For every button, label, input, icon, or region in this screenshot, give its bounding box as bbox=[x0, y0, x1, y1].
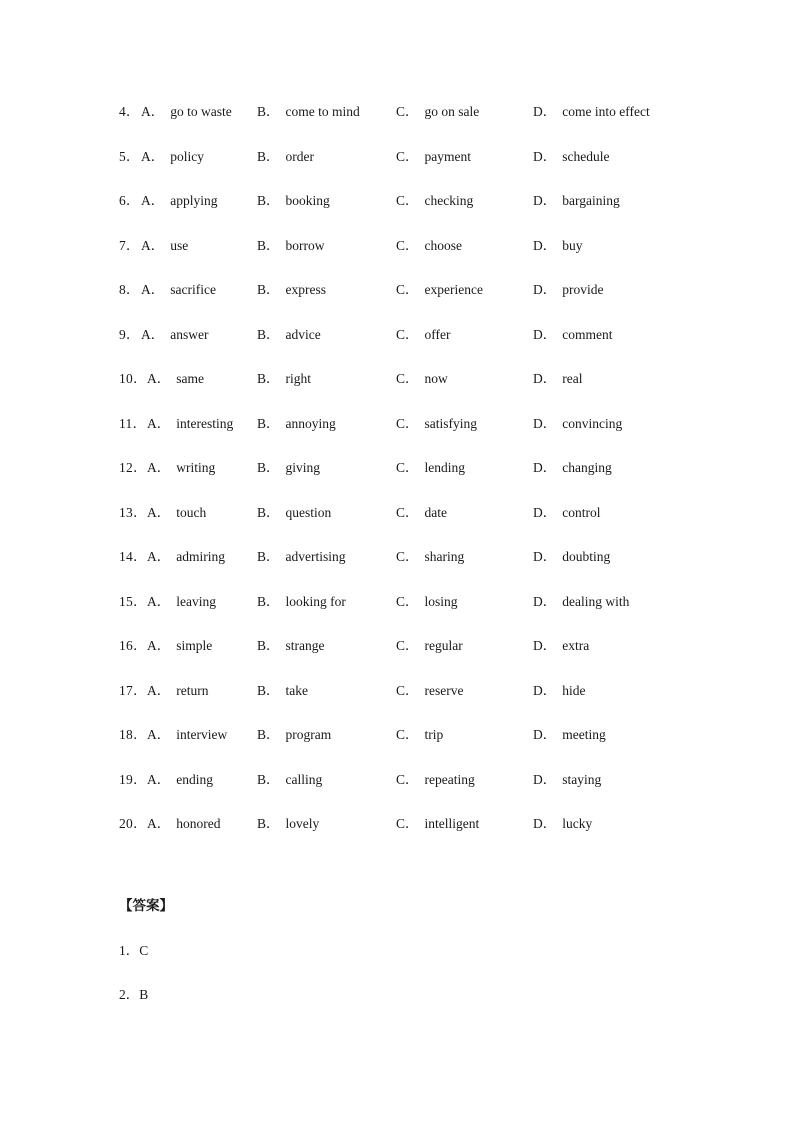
option-letter: B． bbox=[257, 682, 280, 698]
option-text: hide bbox=[562, 682, 586, 698]
option-letter: C． bbox=[396, 549, 419, 564]
option-text: advice bbox=[285, 326, 321, 342]
option-text: interesting bbox=[176, 415, 234, 431]
option-c bbox=[396, 592, 458, 612]
question-row bbox=[119, 236, 759, 281]
option-d bbox=[533, 458, 612, 478]
option-letter: B． bbox=[257, 504, 280, 520]
option-d bbox=[533, 280, 604, 300]
option-c bbox=[396, 369, 448, 389]
option-b bbox=[257, 102, 360, 122]
option-letter: B． bbox=[257, 148, 280, 164]
option-text: choose bbox=[424, 237, 463, 253]
option-d bbox=[533, 503, 601, 523]
option-a bbox=[141, 236, 188, 256]
answer-item: 2．B bbox=[119, 987, 149, 1002]
option-letter: B． bbox=[257, 816, 280, 831]
option-text: provide bbox=[562, 282, 604, 297]
option-a bbox=[147, 503, 206, 523]
question-number: 12． bbox=[119, 460, 147, 475]
option-text: same bbox=[176, 371, 204, 386]
option-letter: B． bbox=[257, 193, 280, 208]
option-letter: B． bbox=[257, 326, 280, 342]
option-letter: D． bbox=[533, 415, 557, 431]
option-letter: C． bbox=[396, 282, 419, 297]
option-b bbox=[257, 503, 331, 523]
option-text: go to waste bbox=[170, 104, 232, 119]
option-text: return bbox=[176, 682, 209, 698]
question-number: 10． bbox=[119, 371, 147, 386]
option-text: staying bbox=[562, 771, 602, 787]
option-letter: D． bbox=[533, 816, 557, 831]
option-text: answer bbox=[170, 326, 209, 342]
option-text: express bbox=[285, 282, 327, 297]
question-number: 8． bbox=[119, 282, 140, 297]
option-letter: C． bbox=[396, 816, 419, 831]
option-a bbox=[141, 325, 208, 345]
option-letter: B． bbox=[257, 237, 280, 253]
option-d bbox=[533, 547, 610, 567]
option-b bbox=[257, 280, 326, 300]
question-row bbox=[119, 592, 759, 637]
question-number: 15． bbox=[119, 593, 147, 609]
option-a bbox=[147, 547, 225, 567]
option-text: regular bbox=[424, 638, 463, 653]
option-letter: D． bbox=[533, 148, 557, 164]
option-c bbox=[396, 725, 443, 745]
option-c bbox=[396, 458, 465, 478]
option-c bbox=[396, 102, 479, 122]
option-a bbox=[147, 725, 227, 745]
option-letter: D． bbox=[533, 549, 557, 564]
option-letter: A． bbox=[141, 326, 165, 342]
option-letter: A． bbox=[141, 237, 165, 253]
question-row bbox=[119, 280, 759, 325]
option-letter: C． bbox=[396, 148, 419, 164]
option-letter: C． bbox=[396, 504, 419, 520]
option-letter: A． bbox=[141, 148, 165, 164]
option-letter: A． bbox=[147, 771, 171, 787]
option-text: now bbox=[424, 371, 448, 386]
option-text: order bbox=[285, 148, 314, 164]
option-text: booking bbox=[285, 193, 330, 208]
option-letter: C． bbox=[396, 371, 419, 386]
question-number: 16． bbox=[119, 638, 147, 653]
option-text: interview bbox=[176, 727, 228, 742]
option-letter: C． bbox=[396, 415, 419, 431]
option-letter: D． bbox=[533, 593, 557, 609]
option-a bbox=[141, 191, 218, 211]
option-text: annoying bbox=[285, 415, 336, 431]
option-letter: A． bbox=[141, 104, 165, 119]
option-text: sharing bbox=[424, 549, 465, 564]
question-row bbox=[119, 147, 759, 192]
option-text: come to mind bbox=[285, 104, 360, 119]
option-c bbox=[396, 681, 464, 701]
option-d bbox=[533, 770, 601, 790]
option-letter: B． bbox=[257, 638, 280, 653]
option-letter: A． bbox=[147, 682, 171, 698]
option-letter: D． bbox=[533, 237, 557, 253]
option-b bbox=[257, 770, 322, 790]
option-c bbox=[396, 503, 447, 523]
option-d bbox=[533, 592, 629, 612]
option-b bbox=[257, 236, 325, 256]
question-number: 18． bbox=[119, 727, 147, 742]
option-letter: A． bbox=[147, 638, 171, 653]
option-text: checking bbox=[424, 193, 474, 208]
answer-heading: 【答案】 bbox=[119, 898, 173, 914]
answer-list bbox=[119, 941, 173, 1006]
option-b bbox=[257, 191, 330, 211]
option-c bbox=[396, 636, 463, 656]
option-text: lovely bbox=[285, 816, 320, 831]
option-text: looking for bbox=[285, 593, 346, 609]
option-a bbox=[147, 458, 215, 478]
option-text: payment bbox=[424, 148, 472, 164]
option-letter: D． bbox=[533, 104, 557, 119]
question-number: 4． bbox=[119, 104, 140, 119]
question-row bbox=[119, 636, 759, 681]
option-text: schedule bbox=[562, 148, 610, 164]
option-b bbox=[257, 547, 346, 567]
option-letter: C． bbox=[396, 727, 419, 742]
option-text: come into effect bbox=[562, 104, 650, 119]
option-letter: A． bbox=[147, 460, 171, 475]
option-text: question bbox=[285, 504, 332, 520]
option-a bbox=[147, 681, 208, 701]
option-a bbox=[147, 369, 204, 389]
option-letter: A． bbox=[147, 727, 171, 742]
option-b bbox=[257, 681, 308, 701]
option-text: applying bbox=[170, 193, 218, 208]
option-a bbox=[147, 770, 213, 790]
option-text: intelligent bbox=[424, 816, 480, 831]
question-row bbox=[119, 814, 759, 859]
option-text: extra bbox=[562, 638, 590, 653]
option-letter: A． bbox=[147, 504, 171, 520]
option-a bbox=[147, 592, 216, 612]
option-text: borrow bbox=[285, 237, 325, 253]
option-d bbox=[533, 236, 583, 256]
option-text: calling bbox=[285, 771, 323, 787]
question-row bbox=[119, 102, 759, 147]
option-text: advertising bbox=[285, 549, 346, 564]
option-text: leaving bbox=[176, 593, 216, 609]
option-text: experience bbox=[424, 282, 483, 297]
option-c bbox=[396, 547, 464, 567]
option-a bbox=[141, 147, 204, 167]
option-text: real bbox=[562, 371, 583, 386]
option-c bbox=[396, 147, 471, 167]
option-letter: D． bbox=[533, 682, 557, 698]
option-d bbox=[533, 814, 592, 834]
option-b bbox=[257, 636, 325, 656]
option-d bbox=[533, 369, 582, 389]
option-letter: C． bbox=[396, 460, 419, 475]
option-letter: C． bbox=[396, 193, 419, 208]
option-b bbox=[257, 592, 346, 612]
question-number: 14． bbox=[119, 549, 147, 564]
option-letter: A． bbox=[147, 371, 171, 386]
question-row bbox=[119, 503, 759, 548]
option-d bbox=[533, 191, 620, 211]
option-text: lending bbox=[424, 460, 466, 475]
option-letter: C． bbox=[396, 593, 419, 609]
option-letter: D． bbox=[533, 371, 557, 386]
option-text: giving bbox=[285, 460, 321, 475]
option-c bbox=[396, 325, 451, 345]
option-letter: C． bbox=[396, 104, 419, 119]
option-text: reserve bbox=[424, 682, 464, 698]
option-text: date bbox=[424, 504, 448, 520]
question-number: 13． bbox=[119, 504, 147, 520]
option-text: satisfying bbox=[424, 415, 478, 431]
option-text: lucky bbox=[562, 816, 593, 831]
option-a bbox=[147, 636, 212, 656]
question-row bbox=[119, 770, 759, 815]
answer-section bbox=[119, 896, 173, 1005]
question-number: 9． bbox=[119, 326, 140, 342]
option-letter: D． bbox=[533, 638, 557, 653]
question-number: 6． bbox=[119, 193, 140, 208]
option-letter: D． bbox=[533, 460, 557, 475]
option-text: bargaining bbox=[562, 193, 620, 208]
option-text: sacrifice bbox=[170, 282, 216, 297]
option-text: offer bbox=[424, 326, 451, 342]
option-letter: D． bbox=[533, 771, 557, 787]
option-text: buy bbox=[562, 237, 583, 253]
option-letter: B． bbox=[257, 104, 280, 119]
option-letter: A． bbox=[141, 193, 165, 208]
option-b bbox=[257, 369, 311, 389]
question-number: 7． bbox=[119, 237, 140, 253]
option-c bbox=[396, 191, 473, 211]
question-number: 19． bbox=[119, 771, 147, 787]
option-text: writing bbox=[176, 460, 216, 475]
option-letter: A． bbox=[147, 415, 171, 431]
option-letter: D． bbox=[533, 193, 557, 208]
option-letter: C． bbox=[396, 638, 419, 653]
option-b bbox=[257, 458, 320, 478]
option-letter: B． bbox=[257, 593, 280, 609]
option-d bbox=[533, 725, 606, 745]
option-c bbox=[396, 236, 462, 256]
option-text: dealing with bbox=[562, 593, 630, 609]
option-text: ending bbox=[176, 771, 213, 787]
option-text: honored bbox=[176, 816, 221, 831]
option-text: doubting bbox=[562, 549, 611, 564]
option-d bbox=[533, 681, 586, 701]
option-letter: B． bbox=[257, 371, 280, 386]
question-row bbox=[119, 725, 759, 770]
option-c bbox=[396, 814, 479, 834]
option-c bbox=[396, 280, 483, 300]
question-number: 11． bbox=[119, 415, 147, 431]
option-text: right bbox=[285, 371, 312, 386]
option-d bbox=[533, 147, 609, 167]
option-letter: C． bbox=[396, 771, 419, 787]
question-row bbox=[119, 681, 759, 726]
option-letter: B． bbox=[257, 460, 280, 475]
option-text: comment bbox=[562, 326, 613, 342]
option-c bbox=[396, 414, 477, 434]
option-letter: A． bbox=[147, 816, 171, 831]
option-b bbox=[257, 325, 321, 345]
option-text: control bbox=[562, 504, 601, 520]
option-text: meeting bbox=[562, 727, 606, 742]
option-letter: A． bbox=[147, 549, 171, 564]
option-d bbox=[533, 414, 622, 434]
option-a bbox=[141, 280, 216, 300]
option-b bbox=[257, 725, 331, 745]
option-text: convincing bbox=[562, 415, 623, 431]
question-row bbox=[119, 414, 759, 459]
option-b bbox=[257, 147, 314, 167]
option-letter: B． bbox=[257, 727, 280, 742]
option-text: program bbox=[285, 727, 332, 742]
option-letter: C． bbox=[396, 326, 419, 342]
question-number: 17． bbox=[119, 682, 147, 698]
option-b bbox=[257, 414, 336, 434]
answer-item: 1．C bbox=[119, 942, 149, 958]
option-a bbox=[141, 102, 232, 122]
option-text: policy bbox=[170, 148, 204, 164]
question-number: 5． bbox=[119, 148, 140, 164]
option-letter: B． bbox=[257, 282, 280, 297]
option-text: simple bbox=[176, 638, 213, 653]
question-row bbox=[119, 547, 759, 592]
option-letter: A． bbox=[147, 593, 171, 609]
question-row bbox=[119, 325, 759, 370]
option-d bbox=[533, 636, 589, 656]
option-letter: D． bbox=[533, 727, 557, 742]
option-text: losing bbox=[424, 593, 458, 609]
option-letter: A． bbox=[141, 282, 165, 297]
option-letter: D． bbox=[533, 504, 557, 520]
option-a bbox=[147, 414, 233, 434]
question-row bbox=[119, 369, 759, 414]
option-a bbox=[147, 814, 221, 834]
option-d bbox=[533, 102, 650, 122]
option-text: go on sale bbox=[424, 104, 480, 119]
option-letter: D． bbox=[533, 326, 557, 342]
question-list bbox=[119, 102, 759, 859]
option-text: touch bbox=[176, 504, 207, 520]
option-letter: D． bbox=[533, 282, 557, 297]
option-text: take bbox=[285, 682, 309, 698]
question-number: 20． bbox=[119, 816, 147, 831]
option-letter: C． bbox=[396, 682, 419, 698]
option-text: admiring bbox=[176, 549, 225, 564]
question-row bbox=[119, 458, 759, 503]
option-letter: B． bbox=[257, 415, 280, 431]
option-d bbox=[533, 325, 613, 345]
option-text: use bbox=[170, 237, 189, 253]
option-text: repeating bbox=[424, 771, 475, 787]
option-b bbox=[257, 814, 319, 834]
option-letter: B． bbox=[257, 771, 280, 787]
option-text: strange bbox=[285, 638, 325, 653]
option-text: changing bbox=[562, 460, 612, 475]
option-letter: C． bbox=[396, 237, 419, 253]
option-letter: B． bbox=[257, 549, 280, 564]
question-row bbox=[119, 191, 759, 236]
option-text: trip bbox=[424, 727, 444, 742]
option-c bbox=[396, 770, 475, 790]
